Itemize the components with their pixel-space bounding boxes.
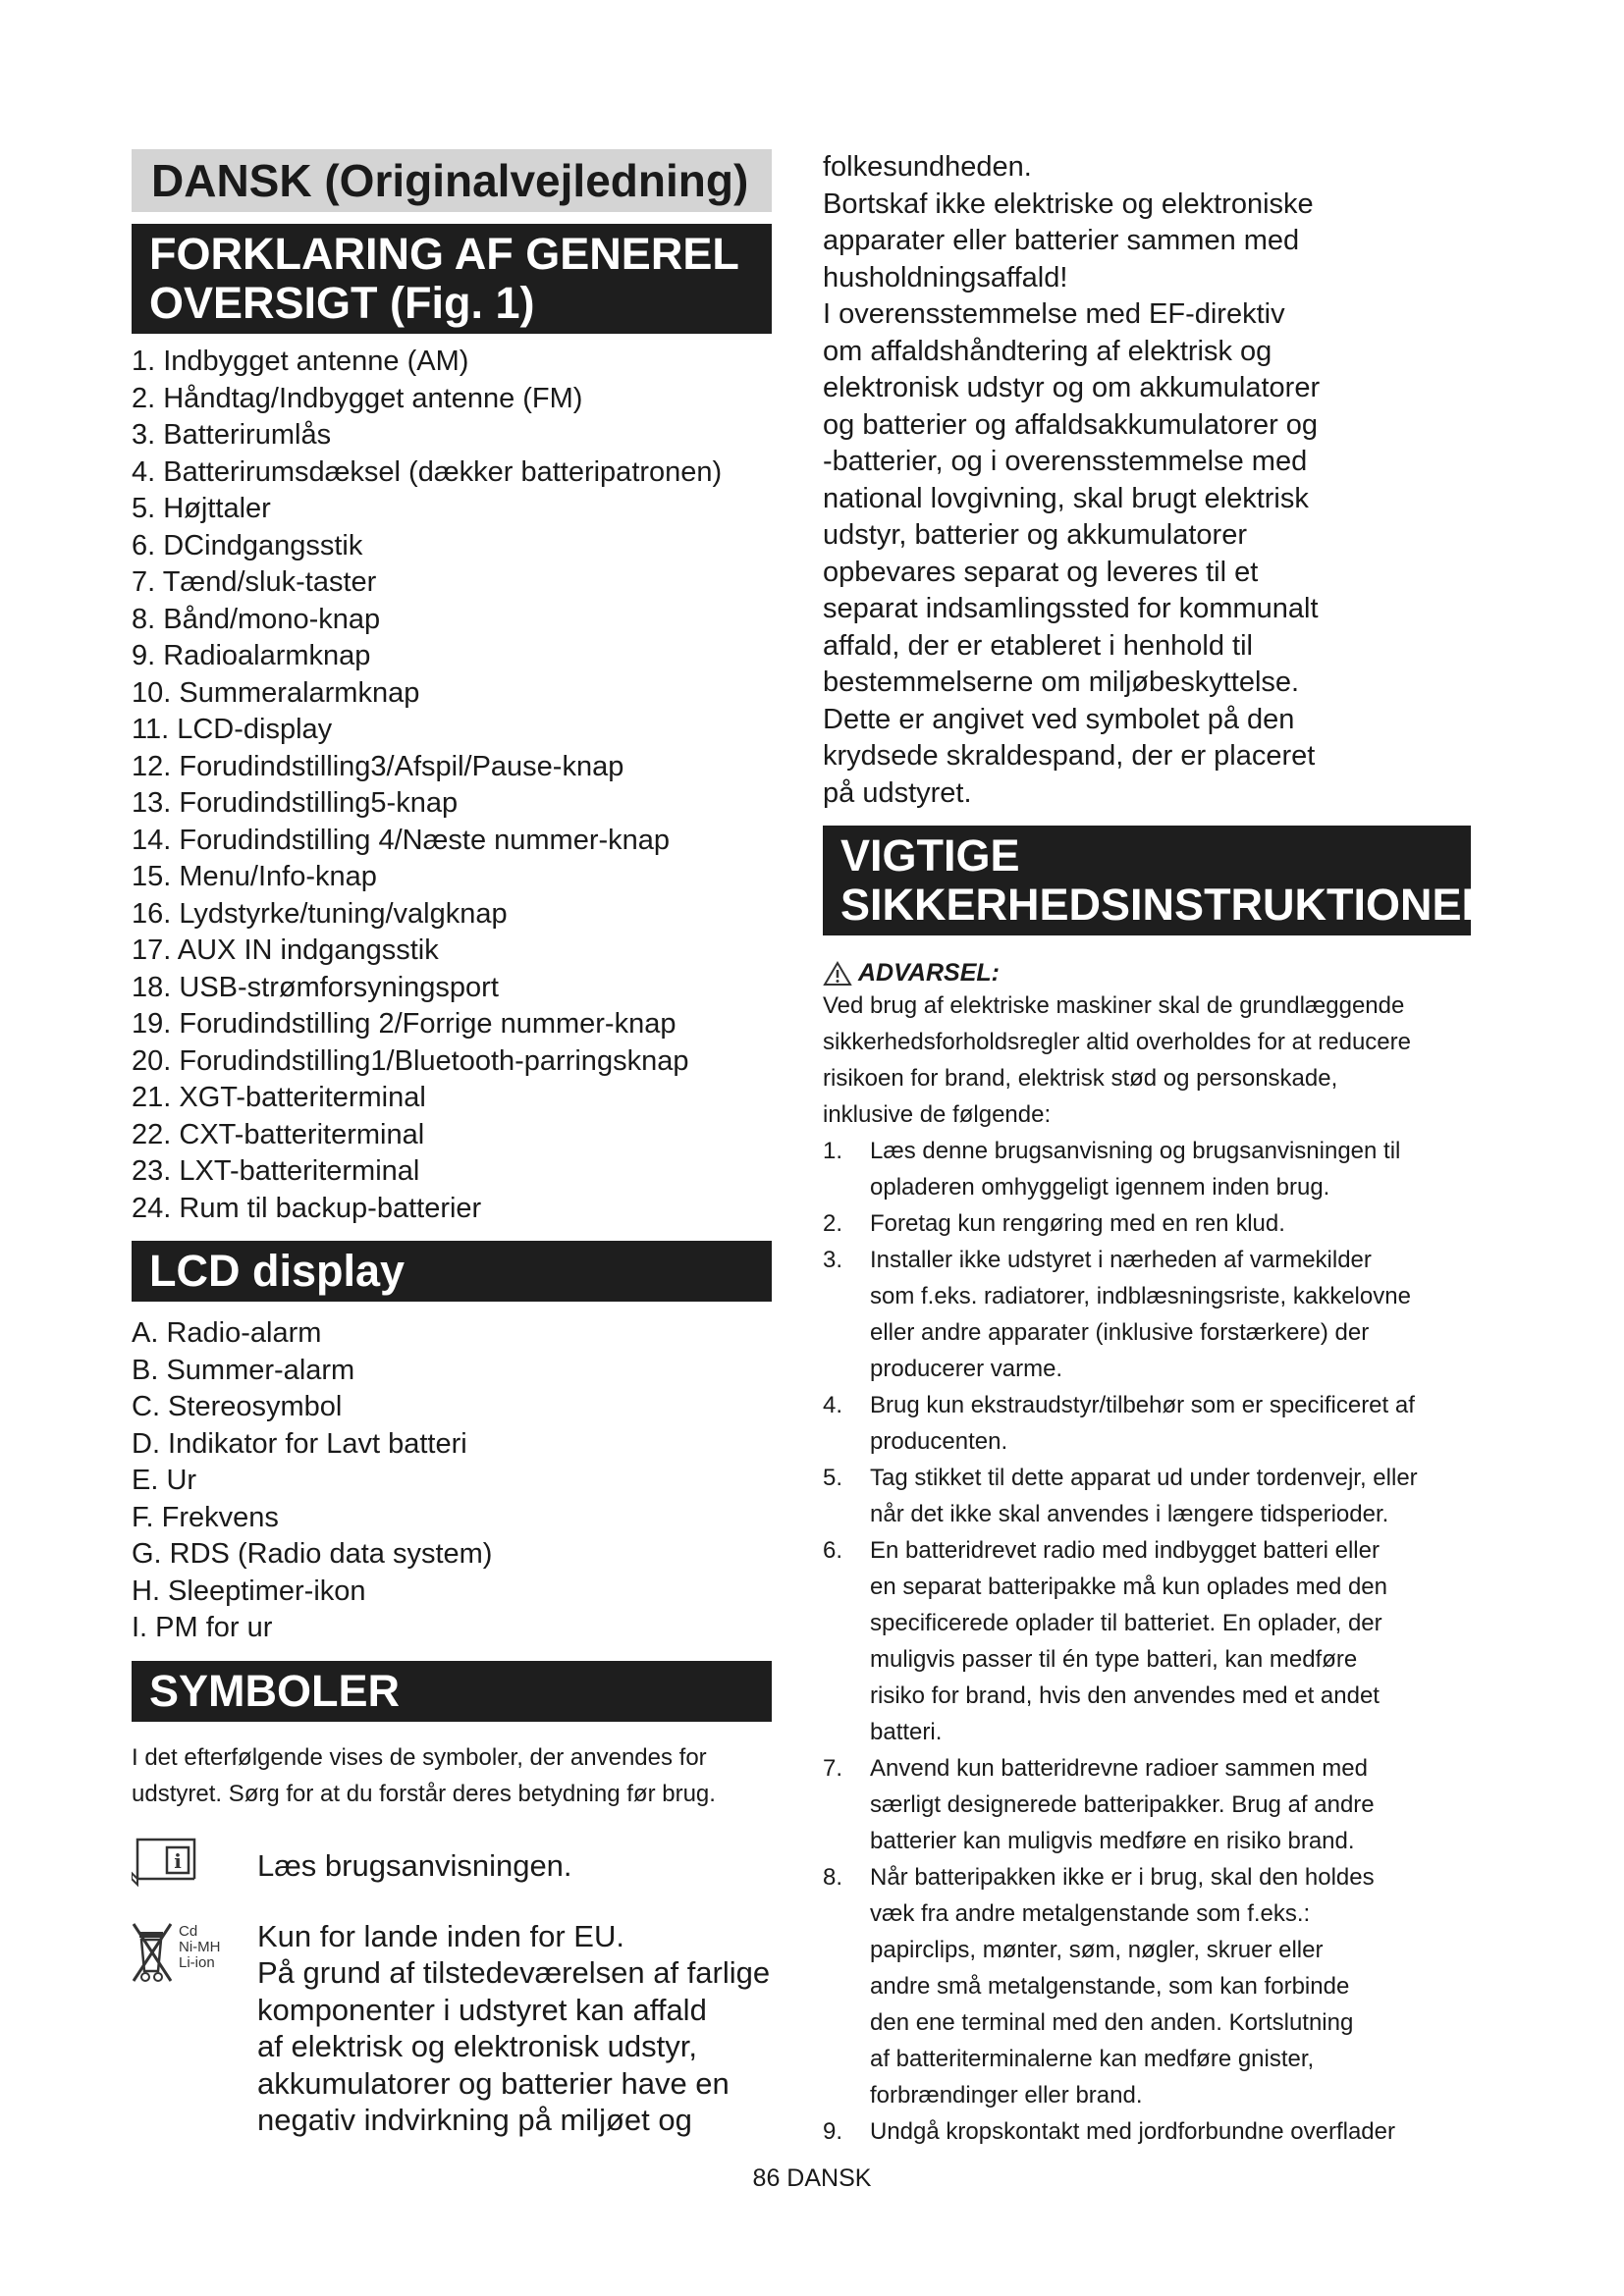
symbol-row-weee	[132, 1918, 772, 2139]
safety-item-number: 9.	[823, 2118, 843, 2145]
continuation-line: udstyr, batterier og akkumulatorer	[823, 519, 1247, 551]
safety-item-line: forbrændinger eller brand.	[870, 2082, 1143, 2109]
lcd-item: D. Indikator for Lavt batteri	[132, 1427, 467, 1460]
continuation-line: folkesundheden.	[823, 151, 1032, 183]
weee-text-line: negativ indvirkning på miljøet og	[257, 2103, 692, 2137]
overview-item: 19. Forudindstilling 2/Forrige nummer-knap	[132, 1008, 677, 1040]
safety-item	[823, 1205, 1471, 1242]
weee-label-liion: Li-ion	[179, 1953, 215, 1971]
safety-item-line: en separat batteripakke må kun oplades med den	[870, 1574, 1388, 1600]
symbol-row-manual	[132, 1834, 772, 1896]
overview-item: 17. AUX IN indgangsstik	[132, 934, 439, 966]
safety-item-line: En batteridrevet radio med indbygget batteri eller	[870, 1537, 1380, 1564]
warning-line: risikoen for brand, elektrisk stød og personskade,	[823, 1065, 1338, 1092]
overview-item: 7. Tænd/sluk-taster	[132, 566, 377, 598]
left-column	[132, 149, 772, 2139]
lcd-item: F. Frekvens	[132, 1501, 279, 1533]
overview-item: 1. Indbygget antenne (AM)	[132, 346, 469, 377]
section-title-safety	[823, 826, 1494, 935]
safety-item-line: Brug kun ekstraudstyr/tilbehør som er specificeret af	[870, 1392, 1415, 1418]
overview-item: 12. Forudindstilling3/Afspil/Pause-knap	[132, 750, 624, 782]
overview-item: 10. Summeralarmknap	[132, 676, 420, 709]
overview-item: 11. LCD-display	[132, 714, 333, 745]
safety-item	[823, 1460, 1471, 1532]
overview-item: 24. Rum til backup-batterier	[132, 1192, 482, 1224]
read-manual-icon	[132, 1834, 210, 1893]
safety-item-number: 7.	[823, 1755, 843, 1782]
section-title-lcd: LCD display	[132, 1241, 772, 1302]
lcd-item: E. Ur	[132, 1465, 197, 1496]
safety-item-number: 3.	[823, 1247, 843, 1273]
safety-item	[823, 1387, 1471, 1460]
overview-item: 4. Batterirumsdæksel (dækker batteripatronen)	[132, 455, 723, 488]
overview-item: 3. Batterirumlås	[132, 419, 332, 451]
safety-item	[823, 2113, 1471, 2150]
safety-item-line: Læs denne brugsanvisning og brugsanvisningen til	[870, 1138, 1401, 1164]
warning-line: Ved brug af elektriske maskiner skal de grundlæggende	[823, 992, 1405, 1019]
weee-text-line: komponenter i udstyret kan affald	[257, 1992, 707, 2027]
lcd-item: A. Radio-alarm	[132, 1317, 322, 1349]
safety-item-line: muligvis passer til én type batteri, kan medføre	[870, 1646, 1358, 1673]
weee-continuation	[823, 149, 1471, 812]
weee-label-nimh: Ni-MH	[179, 1938, 221, 1955]
safety-item-line: som f.eks. radiatorer, indblæsningsriste, kakkelovne	[870, 1283, 1411, 1309]
lcd-list	[132, 1315, 772, 1647]
symbols-intro	[132, 1739, 772, 1812]
continuation-line: elektronisk udstyr og om akkumulatorer	[823, 372, 1321, 403]
safety-item-number: 2.	[823, 1210, 843, 1237]
warning-intro	[823, 988, 1471, 1133]
safety-title-line2: SIKKERHEDSINSTRUKTIONER	[840, 880, 1494, 930]
warning-line: sikkerhedsforholdsregler altid overholdes for at reducere	[823, 1029, 1411, 1055]
symbol-weee-text	[257, 1918, 772, 2139]
safety-item	[823, 1133, 1471, 1205]
section-title-overview	[132, 224, 772, 334]
overview-item: 20. Forudindstilling1/Bluetooth-parringsknap	[132, 1044, 689, 1077]
safety-item-line: væk fra andre metalgenstande som f.eks.:	[870, 1900, 1311, 1927]
overview-item: 13. Forudindstilling5-knap	[132, 787, 459, 819]
symbols-intro-line: udstyret. Sørg for at du forstår deres betydning før brug.	[132, 1780, 716, 1807]
lcd-item: I. PM for ur	[132, 1612, 273, 1643]
safety-item-line: af batteriterminalerne kan medføre gnister,	[870, 2046, 1315, 2072]
weee-text-line: akkumulatorer og batterier have en	[257, 2065, 730, 2101]
safety-item	[823, 1532, 1471, 1750]
safety-item-line: andre små metalgenstande, som kan forbinde	[870, 1973, 1350, 2000]
safety-item-line: Anvend kun batteridrevne radioer sammen med	[870, 1755, 1368, 1782]
lcd-item: H. Sleeptimer-ikon	[132, 1575, 366, 1607]
safety-title-line1: VIGTIGE	[840, 830, 1020, 881]
overview-title-line1: FORKLARING AF GENEREL	[149, 229, 739, 279]
continuation-line: husholdningsaffald!	[823, 261, 1068, 294]
continuation-line: Dette er angivet ved symbolet på den	[823, 703, 1295, 735]
safety-item-line: eller andre apparater (inklusive forstærkere) der	[870, 1319, 1370, 1346]
continuation-line: og batterier og affaldsakkumulatorer og	[823, 408, 1319, 441]
overview-list	[132, 344, 772, 1227]
symbols-intro-line: I det efterfølgende vises de symboler, der anvendes for	[132, 1743, 707, 1771]
safety-item-number: 4.	[823, 1392, 843, 1418]
overview-item: 9. Radioalarmknap	[132, 640, 371, 671]
overview-title-line2: OVERSIGT (Fig. 1)	[149, 278, 535, 328]
warning-line: inklusive de følgende:	[823, 1101, 1052, 1128]
safety-item-number: 8.	[823, 1864, 843, 1891]
lcd-item: B. Summer-alarm	[132, 1354, 355, 1386]
safety-item-line: Undgå kropskontakt med jordforbundne overflader	[870, 2118, 1395, 2145]
overview-item: 21. XGT-batteriterminal	[132, 1082, 426, 1113]
safety-item-line: opladeren omhyggeligt igennem inden brug.	[870, 1174, 1330, 1201]
safety-item-line: særligt designerede batteripakker. Brug af andre	[870, 1791, 1375, 1818]
safety-item	[823, 1242, 1471, 1387]
continuation-line: affald, der er etableret i henhold til	[823, 629, 1253, 662]
overview-item: 15. Menu/Info-knap	[132, 861, 377, 892]
safety-item-number: 6.	[823, 1537, 843, 1564]
continuation-line: I overensstemmelse med EF-direktiv	[823, 298, 1285, 330]
overview-item: 18. USB-strømforsyningsport	[132, 971, 499, 1003]
lcd-item: G. RDS (Radio data system)	[132, 1538, 493, 1570]
safety-item-line: batteri.	[870, 1719, 943, 1745]
safety-item-number: 1.	[823, 1138, 843, 1164]
safety-item	[823, 1859, 1471, 2113]
continuation-line: -batterier, og i overensstemmelse med	[823, 446, 1308, 477]
safety-item-line: papirclips, mønter, søm, nøgler, skruer eller	[870, 1937, 1324, 1963]
continuation-line: Bortskaf ikke elektriske og elektroniske	[823, 187, 1314, 220]
safety-item-line: Foretag kun rengøring med en ren klud.	[870, 1210, 1285, 1237]
continuation-line: national lovgivning, skal brugt elektrisk	[823, 482, 1309, 514]
safety-item-line: Installer ikke udstyret i nærheden af varmekilder	[870, 1247, 1372, 1273]
lcd-item: C. Stereosymbol	[132, 1391, 343, 1422]
crossed-bin-icon	[132, 1918, 249, 1989]
warning-label: ADVARSEL:	[858, 959, 1000, 987]
overview-item: 5. Højttaler	[132, 493, 271, 524]
safety-item-line: Tag stikket til dette apparat ud under tordenvejr, eller	[870, 1465, 1418, 1491]
right-column	[823, 149, 1494, 2150]
overview-item: 14. Forudindstilling 4/Næste nummer-knap	[132, 824, 671, 856]
safety-item-number: 5.	[823, 1465, 843, 1491]
continuation-line: krydsede skraldespand, der er placeret	[823, 740, 1316, 772]
overview-item: 16. Lydstyrke/tuning/valgknap	[132, 897, 508, 930]
safety-item-line: producenten.	[870, 1428, 1008, 1455]
section-title-symbols: SYMBOLER	[132, 1661, 772, 1722]
warning-heading	[823, 959, 1471, 988]
weee-text-line: Kun for lande inden for EU.	[257, 1918, 624, 1953]
continuation-line: separat indsamlingssted for kommunalt	[823, 593, 1319, 624]
safety-item-line: den ene terminal med den anden. Kortslutning	[870, 2009, 1354, 2036]
warning-triangle-icon	[823, 961, 852, 987]
continuation-line: på udstyret.	[823, 776, 972, 809]
overview-item: 23. LXT-batteriterminal	[132, 1155, 420, 1187]
continuation-line: bestemmelserne om miljøbeskyttelse.	[823, 667, 1300, 698]
safety-item-line: når det ikke skal anvendes i længere tidsperioder.	[870, 1501, 1389, 1527]
safety-item	[823, 1750, 1471, 1859]
continuation-line: apparater eller batterier sammen med	[823, 225, 1300, 256]
safety-item-line: batterier kan muligvis medføre en risiko brand.	[870, 1828, 1355, 1854]
safety-item-line: specificerede oplader til batteriet. En oplader, der	[870, 1610, 1382, 1636]
overview-item: 2. Håndtag/Indbygget antenne (FM)	[132, 382, 583, 414]
weee-label-cd: Cd	[179, 1922, 198, 1940]
weee-text-line: af elektrisk og elektronisk udstyr,	[257, 2029, 697, 2063]
continuation-line: opbevares separat og leveres til et	[823, 556, 1259, 588]
safety-item-line: risiko for brand, hvis den anvendes med et andet	[870, 1682, 1380, 1709]
safety-list	[823, 1133, 1471, 2150]
continuation-line: om affaldshåndtering af elektrisk og	[823, 335, 1272, 367]
book-icon-letter: i	[174, 1848, 182, 1873]
symbol-manual-text: Læs brugsanvisningen.	[257, 1847, 572, 1883]
language-title: DANSK (Originalvejledning)	[132, 149, 772, 212]
overview-item: 8. Bånd/mono-knap	[132, 603, 381, 635]
safety-item-line: Når batteripakken ikke er i brug, skal den holdes	[870, 1864, 1375, 1891]
weee-text-line: På grund af tilstedeværelsen af farlige	[257, 1955, 771, 1990]
overview-item: 22. CXT-batteriterminal	[132, 1118, 425, 1150]
safety-item-line: producerer varme.	[870, 1356, 1063, 1382]
overview-item: 6. DCindgangsstik	[132, 529, 363, 561]
page-footer: 86 DANSK	[752, 2164, 872, 2192]
